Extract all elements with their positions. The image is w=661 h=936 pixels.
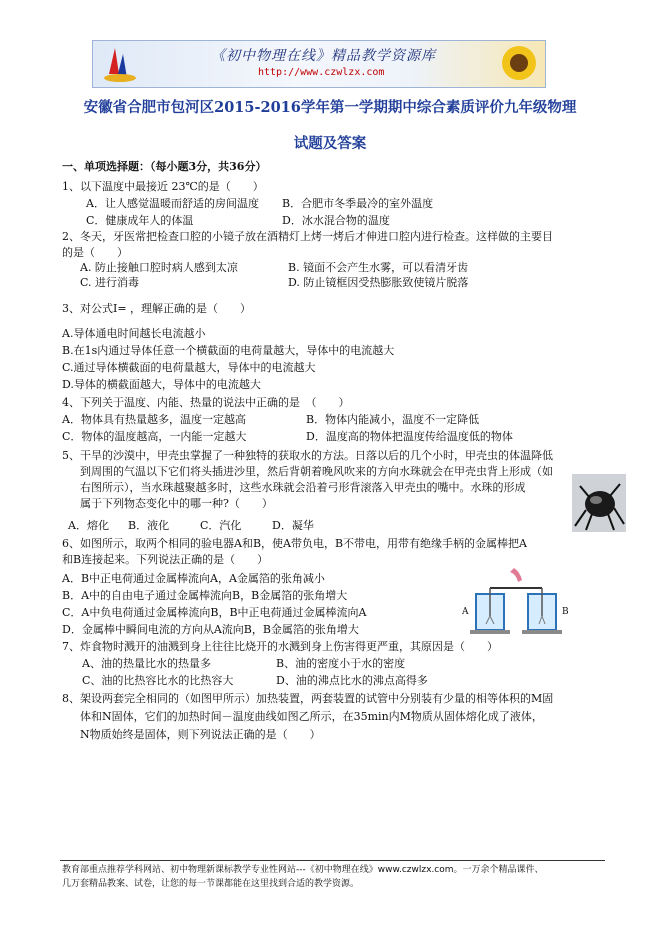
question-4-option-a: A．物体具有热量越多，温度一定越高 (62, 413, 246, 426)
question-6-option-d: D．金属棒中瞬间电流的方向从A流向B，B金属箔的张角增大 (62, 623, 359, 636)
electroscope-label-b: B (562, 607, 569, 617)
question-3-stem: 3、对公式I= ，理解正确的是（ ） (62, 302, 252, 315)
question-6-option-b: B．A中的自由电子通过金属棒流向B，B金属箔的张角增大 (62, 589, 348, 602)
question-8-stem-line2: 体和N固体，它们的加热时间－温度曲线如图乙所示，在35min内M物质从固体熔化成了液体， (80, 710, 543, 723)
beetle-image (572, 474, 626, 532)
question-3-option-b: B.在1s内通过导体任意一个横截面的电荷量越大，导体中的电流越大 (62, 344, 395, 357)
footer-line-2: 几万套精品教案、试卷，让您的每一节课都能在这里找到合适的教学资源。 (62, 879, 360, 889)
question-2-option-d: D. 防止镜框因受热膨胀致使镜片脱落 (288, 276, 469, 289)
question-6-option-a: A．B中正电荷通过金属棒流向A，A金属箔的张角减小 (62, 572, 325, 585)
question-7-option-b: B、油的密度小于水的密度 (276, 657, 406, 670)
question-1-option-c: C．健康成年人的体温 (86, 214, 194, 227)
electroscope-diagram (462, 566, 570, 640)
question-5-stem-line3: 右图所示），当水珠越聚越多时，这些水珠就会沿着弓形背滚落入甲壳虫的嘴中。水珠的形成 (80, 481, 526, 494)
logo-icon (97, 44, 143, 84)
question-6-option-c: C．A中负电荷通过金属棒流向B，B中正电荷通过金属棒流向A (62, 606, 367, 619)
question-6-stem: 6、如图所示，取两个相同的验电器A和B，使A带负电，B不带电，用带有绝缘手柄的金属棒把A (62, 537, 527, 550)
question-3-option-c: C.通过导体横截面的电荷量越大，导体中的电流越大 (62, 361, 316, 374)
banner-title: 《初中物理在线》精品教学资源库 (211, 48, 436, 64)
question-7-option-d: D、油的沸点比水的沸点高得多 (276, 674, 428, 687)
question-5-option-b: B．液化 (128, 519, 170, 532)
document-title: 安徽省合肥市包河区2015-2016学年第一学期期中综合素质评价九年级物理 (83, 99, 577, 116)
question-3-option-d: D.导体的横截面越大，导体中的电流越大 (62, 378, 261, 391)
question-5-option-a: A．熔化 (68, 519, 109, 532)
question-4-stem: 4、下列关于温度、内能、热量的说法中正确的是 （ ） (62, 396, 350, 409)
electroscope-label-a: A (462, 607, 469, 617)
question-8-stem: 8、架设两套完全相同的（如图甲所示）加热装置，两套装置的试管中分别装有少量的相等体积的M固 (62, 692, 554, 705)
question-2-option-c: C. 进行消毒 (80, 276, 140, 289)
question-1-option-d: D．冰水混合物的温度 (282, 214, 390, 227)
document-subtitle: 试题及答案 (293, 135, 367, 152)
section-heading: 一、单项选择题：（每小题3分，共36分） (62, 160, 267, 173)
question-3-option-a: A.导体通电时间越长电流越小 (62, 327, 206, 340)
question-5-option-c: C．汽化 (200, 519, 242, 532)
sunflower-icon (499, 43, 539, 83)
question-6-stem-cont: 和B连接起来。下列说法正确的是（ ） (62, 553, 269, 566)
question-1-stem: 1、以下温度中最接近 23℃的是（ ） (62, 180, 264, 193)
footer-divider (60, 860, 605, 861)
question-7-option-c: C、油的比热容比水的比热容大 (82, 674, 234, 687)
question-5-stem-line2: 到周围的气温以下它们将头插进沙里，然后背朝着晚风吹来的方向水珠就会在甲壳虫背上形成（如 (80, 465, 553, 478)
question-2-option-b: B. 镜面不会产生水雾，可以看清牙齿 (288, 261, 469, 274)
question-1-option-a: A．让人感觉温暖而舒适的房间温度 (86, 197, 259, 210)
header-banner (92, 40, 546, 88)
question-8-stem-line3: N物质始终是固体，则下列说法正确的是（ ） (80, 728, 321, 741)
question-4-option-c: C．物体的温度越高，一内能一定越大 (62, 430, 247, 443)
question-2-stem: 2、冬天，牙医常把检查口腔的小镜子放在酒精灯上烤一烤后才伸进口腔内进行检查。这样做的主要目 (62, 230, 553, 243)
question-7-option-a: A、油的热量比水的热量多 (82, 657, 211, 670)
question-5-stem: 5、干旱的沙漠中，甲壳虫掌握了一种独特的获取水的方法。日落以后的几个小时，甲壳虫的体温降低 (62, 449, 553, 462)
question-5-option-d: D．凝华 (272, 519, 314, 532)
question-4-option-d: D．温度高的物体把温度传给温度低的物体 (306, 430, 513, 443)
question-7-stem: 7、炸食物时溅开的油溅到身上往往比烧开的水溅到身上伤害得更严重，其原因是（ ） (62, 640, 498, 653)
banner-url[interactable]: http://www.czwlzx.com (258, 67, 385, 78)
question-4-option-b: B．物体内能减小，温度不一定降低 (306, 413, 480, 426)
question-1-option-b: B．合肥市冬季最冷的室外温度 (282, 197, 434, 210)
question-2-stem-cont: 的是（ ） (62, 246, 128, 259)
question-2-option-a: A. 防止接触口腔时病人感到太凉 (80, 261, 238, 274)
footer-line-1: 教育部重点推荐学科网站、初中物理新课标教学专业性网站---《初中物理在线》www.czwlzx.com。一万余个精品课件、 (62, 865, 544, 875)
question-5-stem-line4: 属于下列物态变化中的哪一种?（ ） (80, 497, 273, 510)
